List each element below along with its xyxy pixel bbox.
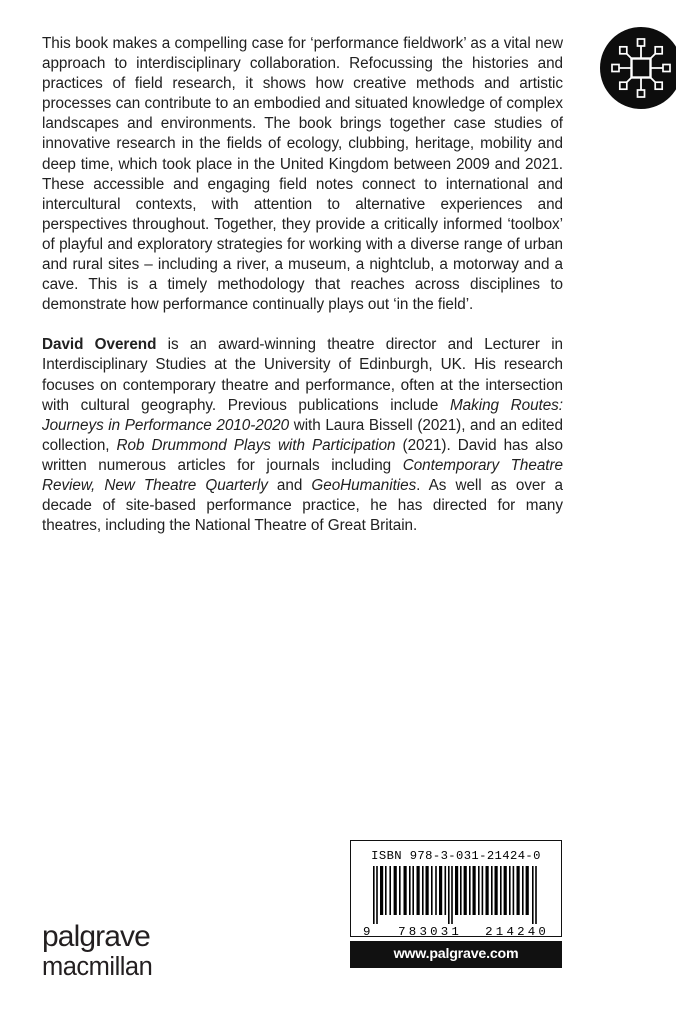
- isbn-label: ISBN 978-3-031-21424-0: [371, 849, 541, 863]
- bio-segment-6: . As well as over a decade of site-based performance practice, he has directed for many theatres, including the National Theatre of Great Britain.: [42, 476, 563, 535]
- ean13-barcode-image: [373, 866, 539, 924]
- publisher-name-macmillan: macmillan: [42, 953, 153, 981]
- barcode-panel: [350, 840, 562, 937]
- journal-contemporary-theatre-review: Contemporary Theatre Review,: [42, 456, 563, 494]
- book-description-paragraph: This book makes a compelling case for ‘performance fieldwork’ as a vital new approach to interdisciplinary collaboration. Refocussing the histories and practices of field research, it shows how creative methods and artistic processes can contribute to an embodied and situated knowledge of complex landscapes and environments. The book brings together case studies of innovative research in the fields of ecology, clubbing, heritage, mobility and deep time, which took place in the United Kingdom between 2009 and 2021. These accessible and engaging field notes connect to international and intercultural contexts, with attention to alternative experiences and perspectives throughout. Together, they provide a critically informed ‘toolbox’ of playful and exploratory strategies for working with a diverse range of urban and rural sites – including a river, a museum, a nightclub, a motorway and a cave. This is a timely methodology that reaches across disciplines to demonstrate how performance continually plays out ‘in the field’.: [42, 35, 563, 314]
- back-cover-copy: [42, 34, 563, 536]
- publication-title-rob-drummond: Rob Drummond Plays with Participation: [116, 436, 396, 454]
- publication-title-making-routes: Making Routes: Journeys in Performance 2010-2020: [42, 396, 563, 434]
- barcode-digits-right: 214240: [485, 925, 549, 939]
- journal-geohumanities: GeoHumanities: [311, 476, 417, 494]
- barcode-digits: [361, 925, 551, 939]
- bio-segment-1: is an award-winning theatre director and Lecturer in Interdisciplinary Studies at the University of Edinburgh, UK. His research focuses on contemporary theatre and performance, often at the intersection with cultural geography. Previous publications include: [42, 336, 563, 414]
- journal-new-theatre-quarterly: New Theatre Quarterly: [104, 476, 268, 494]
- barcode-block: [350, 840, 562, 968]
- bio-segment-2: with Laura Bissell (2021), and an edited collection,: [42, 416, 563, 454]
- bio-segment-5: and: [267, 476, 312, 494]
- palgrave-series-emblem-icon: [600, 27, 676, 109]
- bio-segment-3: (2021). David has also written numerous articles for journals including: [42, 436, 564, 474]
- series-emblem-logo: [600, 27, 676, 109]
- publisher-logo: [42, 922, 152, 981]
- barcode-digit-lead: 9: [363, 925, 371, 939]
- publisher-name-palgrave: palgrave: [42, 920, 150, 953]
- publisher-url-bar[interactable]: www.palgrave.com: [350, 941, 562, 968]
- author-name: David Overend: [42, 336, 157, 354]
- bio-segment-4: [95, 477, 104, 494]
- barcode-digits-left: 783031: [398, 925, 462, 939]
- author-bio-paragraph: [42, 335, 563, 536]
